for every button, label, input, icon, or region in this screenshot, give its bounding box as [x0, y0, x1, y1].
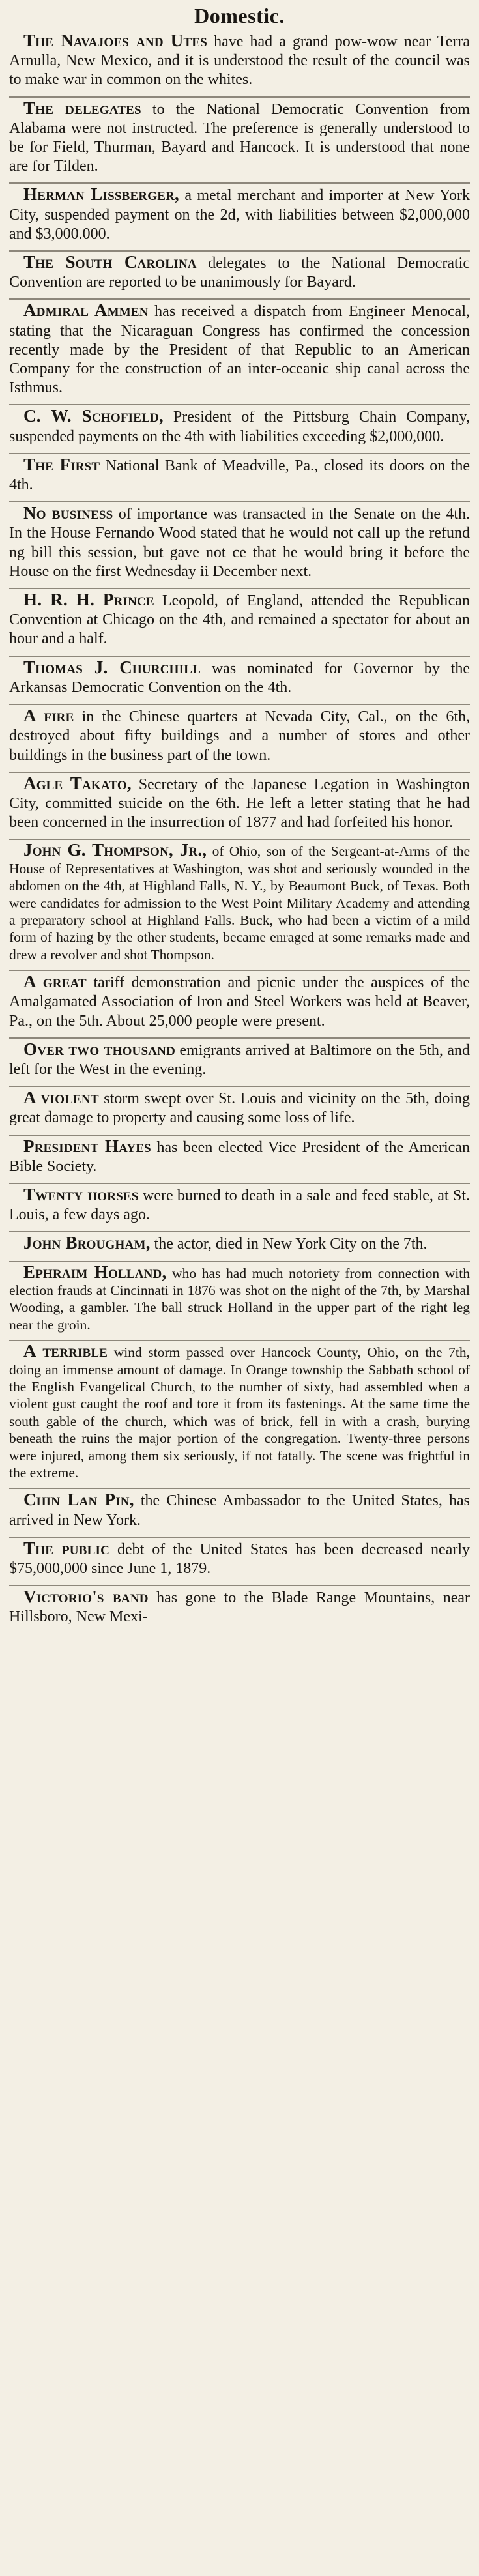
news-item-body: has been elected Vice President of the American Bible Society.: [9, 1138, 470, 1175]
news-item: [9, 98, 470, 184]
news-item: [9, 454, 470, 502]
news-item-lead: The Navajoes and Utes: [23, 31, 208, 50]
news-item-lead: Victorio's band: [23, 1587, 149, 1607]
news-item: [9, 840, 470, 971]
news-item: [9, 1039, 470, 1087]
news-item-body: President of the Pittsburg Chain Company, suspended payments on the 4th with liabilities exceeding $2,000,000.: [9, 409, 470, 445]
news-item-body: Leopold, of England, attended the Republican Convention at Chicago on the 4th, and remained a spectator for about an hour and a half.: [9, 592, 470, 648]
news-item-lead: The public: [23, 1538, 109, 1558]
news-item: [9, 589, 470, 657]
news-item: [9, 1538, 470, 1586]
news-item: [9, 1184, 470, 1232]
news-item: [9, 1586, 470, 1633]
news-item-lead: H. R. H. Prince: [23, 590, 154, 610]
news-item-body: emigrants arrived at Baltimore on the 5th, and left for the West in the evening.: [9, 1041, 470, 1078]
news-item: [9, 405, 470, 454]
news-item-body: storm swept over St. Louis and vicinity on the 5th, doing great damage to property and causing some loss of life.: [9, 1090, 470, 1127]
news-item-body: has received a dispatch from Engineer Menocal, stating that the Nicaraguan Congress has confirmed the concession recently made by the President of that Republic to an American Company for the construction of an inter-oceanic ship canal across the Isthmus.: [9, 303, 471, 397]
news-item-body: a metal merchant and importer at New York City, suspended payment on the 2d, with liabilities between $2,000,000 and $3,000.000.: [9, 187, 470, 242]
news-item-lead: Chin Lan Pin,: [23, 1490, 134, 1510]
news-item: [9, 30, 470, 98]
news-item: [9, 971, 470, 1039]
news-item-body: debt of the United States has been decreased nearly $75,000,000 since June 1, 1879.: [9, 1541, 471, 1578]
news-item-lead: Thomas J. Churchill: [23, 657, 201, 677]
news-item-lead: Twenty horses: [23, 1184, 139, 1204]
news-item-lead: The South Carolina: [23, 252, 197, 272]
news-item-lead: A fire: [23, 706, 74, 726]
news-item-lead: C. W. Schofield,: [23, 406, 164, 426]
news-item: [9, 184, 470, 252]
news-item: [9, 502, 470, 589]
news-item-lead: Admiral Ammen: [23, 300, 149, 321]
news-item: [9, 1232, 470, 1262]
news-item: [9, 1087, 470, 1135]
news-item-body: tariff demonstration and picnic under the auspices of the Amalgamated Association of Iron and Steel Workers was held at Beaver, Pa., on the 5th. About 25,000 people were present.: [9, 974, 470, 1030]
news-item-body: delegates to the National Democratic Convention are reported to be unanimously for Bayard.: [9, 255, 470, 291]
news-item-body: was nominated for Governor by the Arkansas Democratic Convention on the 4th.: [9, 659, 470, 696]
news-item-lead: A great: [23, 972, 87, 992]
news-item: [9, 705, 470, 773]
news-item-body: were burned to death in a sale and feed stable, at St. Louis, a few days ago.: [9, 1187, 471, 1224]
news-item: [9, 300, 470, 405]
news-item: [9, 252, 470, 300]
news-item-lead: Agle Takato,: [23, 773, 132, 793]
news-item-body: has gone to the Blade Range Mountains, near Hillsboro, New Mexi-: [9, 1589, 470, 1626]
news-item-lead: No business: [23, 503, 113, 523]
news-item-lead: Herman Lissberger,: [23, 184, 179, 205]
news-item-body: to the National Democratic Convention from Alabama were not instructed. The preference is generally understood to be for Field, Thurman, Bayard and Hancock. It is understood that none are for Tilden.: [9, 100, 470, 175]
news-item: [9, 1489, 470, 1537]
news-item: [9, 657, 470, 705]
news-item-body: National Bank of Meadville, Pa., closed its doors on the 4th.: [9, 457, 471, 494]
news-item-body: in the Chinese quarters at Nevada City, Cal., on the 6th, destroyed about fifty buildings and a number of stores and other buildings in the business part of the town.: [9, 708, 470, 764]
news-item-body: the actor, died in New York City on the 7th.: [150, 1236, 428, 1253]
news-item: [9, 773, 470, 841]
news-item-body: who has had much notoriety from connection with election frauds at Cincinnati in 1876 was shot on the night of the 7th, by Marshal Wooding, a gambler. The ball struck Holland in the upper part of the right leg near the groin.: [9, 1265, 470, 1333]
news-item-body: have had a grand pow-wow near Terra Arnulla, New Mexico, and it is understood the result of the council was to make war in common on the whites.: [9, 33, 470, 89]
news-item-body: of importance was transacted in the Senate on the 4th. In the House Fernando Wood stated that he would not call up the refund ng bill this session, but gave not ce that he would bring it before the House on the first Wednesday ii December next.: [9, 506, 470, 580]
news-item-lead: John G. Thompson, Jr.,: [23, 840, 207, 860]
news-item-body: wind storm passed over Hancock County, Ohio, on the 7th, doing an immense amount of damage. In Orange township the Sabbath school of the English Evangelical Church, to the number of sixty, had assembled when a violent gust caught the roof and tore it from its fastenings. At the same time the south gable of the church, which was of brick, fell in with a crash, burying beneath the ruins the major portion of the congregation. Twenty-three persons were injured, among them six seriously, if not fatally. The scene was frightful in the extreme.: [9, 1344, 470, 1481]
news-item-lead: Over two thousand: [23, 1039, 176, 1059]
news-item: [9, 1136, 470, 1184]
news-item-lead: The First: [23, 454, 100, 474]
news-item-lead: A violent: [23, 1088, 99, 1108]
news-item: [9, 1262, 470, 1342]
news-item-lead: President Hayes: [23, 1136, 151, 1156]
section-heading: Domestic.: [194, 4, 285, 27]
news-item-lead: Ephraim Holland,: [23, 1262, 167, 1282]
news-item-body: Secretary of the Japanese Legation in Washington City, committed suicide on the 6th. He left a letter stating that he had been concerned in the insurrection of 1877 and had forfeited his honor.: [9, 775, 470, 832]
news-item-body: of Ohio, son of the Sergeant-at-Arms of the House of Representatives at Washington, was shot and seriously wounded in the abdomen on the 4th, at Highland Falls, N. Y., by Beaumont Buck, of Texas. Both were candidates for admission to the West Point Military Academy and attending a preparatory school at Highland Falls. Buck, who had been a victim of a mild form of hazing by the other students, became enraged at some remarks made and drew a revolver and shot Thompson.: [9, 843, 470, 962]
news-item-body: the Chinese Ambassador to the United States, has arrived in New York.: [9, 1492, 470, 1529]
news-item-lead: A terrible: [23, 1341, 108, 1361]
news-item: [9, 1341, 470, 1489]
news-item-lead: The delegates: [23, 98, 141, 118]
news-item-lead: John Brougham,: [23, 1233, 151, 1253]
news-items: [9, 30, 470, 1634]
